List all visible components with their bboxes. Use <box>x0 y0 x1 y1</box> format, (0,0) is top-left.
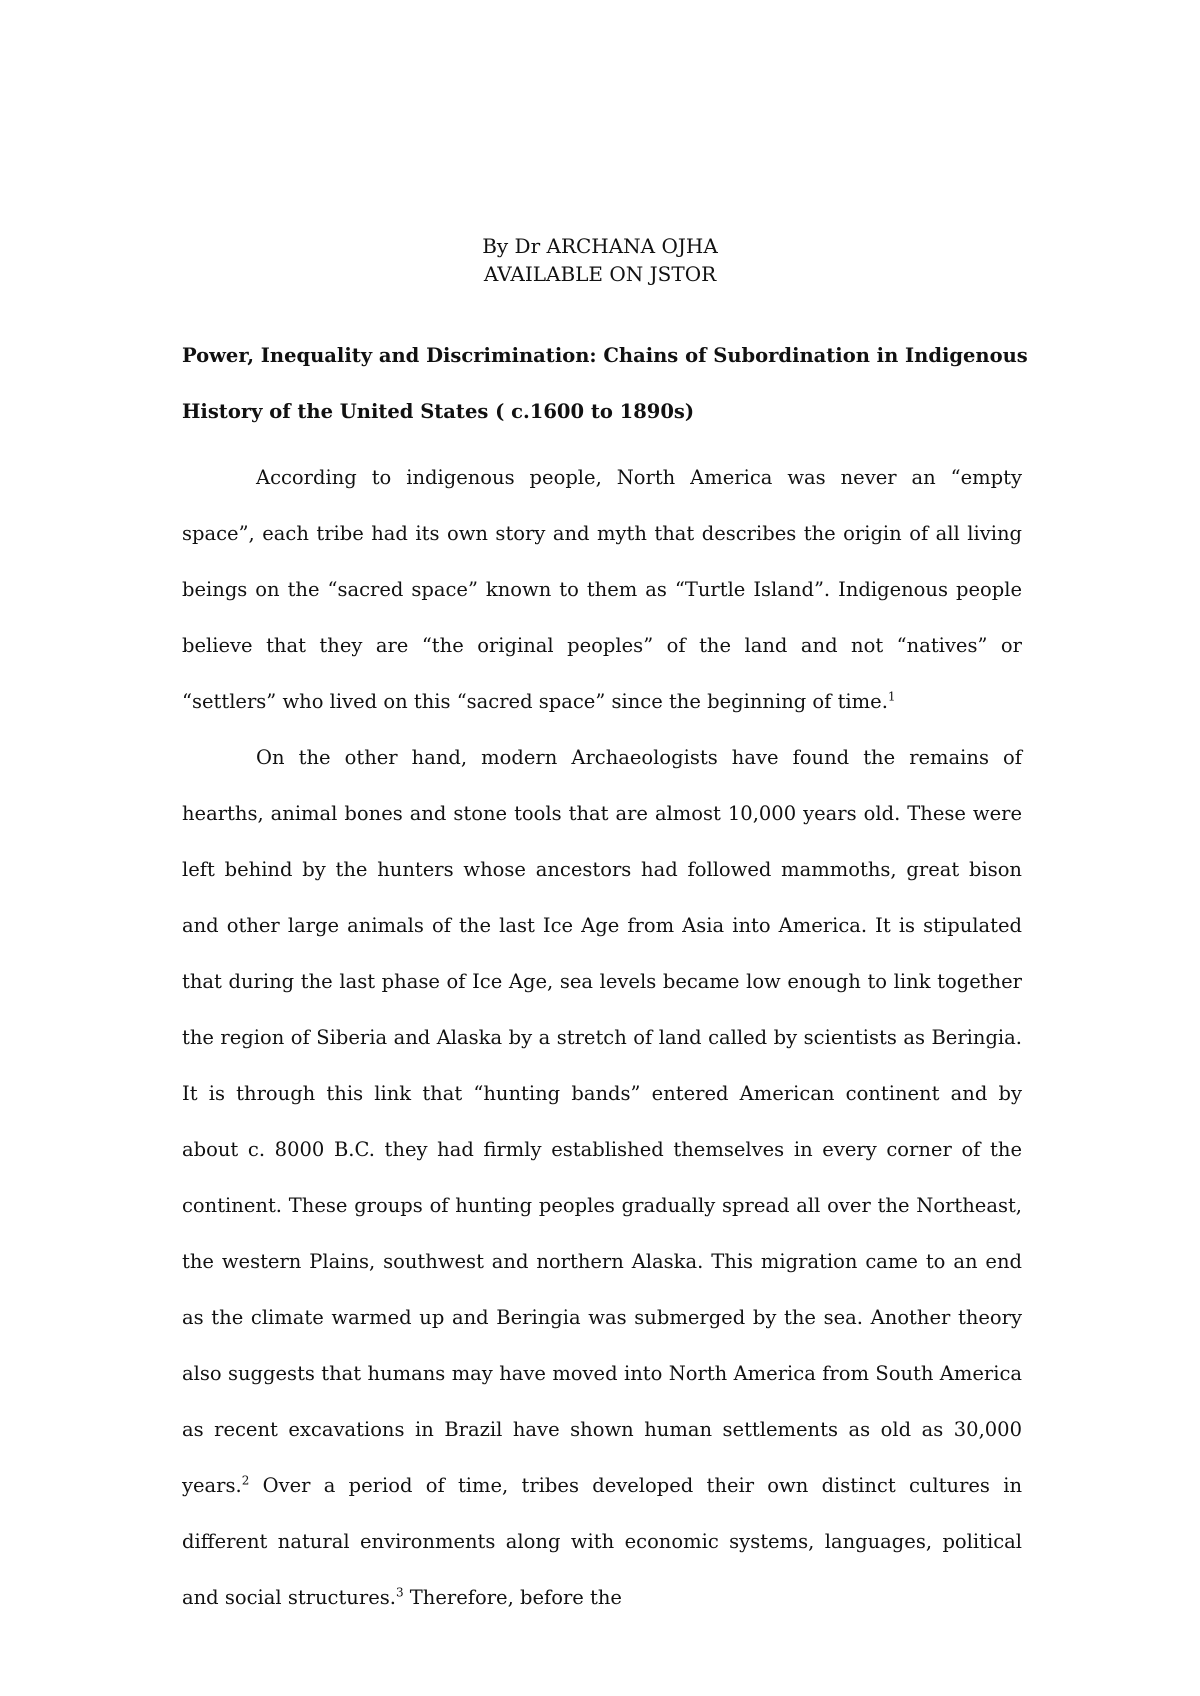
article-title-line-2: History of the United States ( c.1600 to 1890s) <box>182 400 695 423</box>
article-body <box>182 450 1022 1626</box>
paragraph-2-segment-2: Over a period of time, tribes developed their own distinct cultures in different natural environments along with economic systems, languages, political and social structures. <box>182 1474 1022 1609</box>
author-line: By Dr ARCHANA OJHA <box>482 234 718 258</box>
paragraph-1-text: According to indigenous people, North America was never an “empty space”, each tribe had its own story and myth that describes the origin of all living beings on the “sacred space” known to them as “Turtle Island”. Indigenous people believe that they are “the original peoples” of the land and not “natives” or “settlers” who lived on this “sacred space” since the beginning of time. <box>182 466 1022 713</box>
footnote-ref-2: 2 <box>241 1473 250 1488</box>
footnote-ref-3: 3 <box>395 1585 404 1600</box>
footnote-ref-1: 1 <box>887 689 896 704</box>
article-title-line-1: Power, Inequality and Discrimination: Chains of Subordination in Indigenous <box>182 344 1028 367</box>
paragraph-1 <box>182 450 1022 730</box>
paragraph-2-segment-1: On the other hand, modern Archaeologists have found the remains of hearths, animal bones and stone tools that are almost 10,000 years old. These were left behind by the hunters whose ancestors had followed mammoths, great bison and other large animals of the last Ice Age from Asia into America. It is stipulated that during the last phase of Ice Age, sea levels became low enough to link together the region of Siberia and Alaska by a stretch of land called by scientists as Beringia. It is through this link that “hunting bands” entered American continent and by about c. 8000 B.C. they had firmly established themselves in every corner of the continent. These groups of hunting peoples gradually spread all over the Northeast, the western Plains, southwest and northern Alaska. This migration came to an end as the climate warmed up and Beringia was submerged by the sea. Another theory also suggests that humans may have moved into North America from South America as recent excavations in Brazil have shown human settlements as old as 30,000 years. <box>182 746 1022 1497</box>
paragraph-2 <box>182 730 1022 1626</box>
availability-line: AVAILABLE ON JSTOR <box>483 262 717 286</box>
paragraph-2-segment-3: Therefore, before the <box>403 1586 622 1609</box>
